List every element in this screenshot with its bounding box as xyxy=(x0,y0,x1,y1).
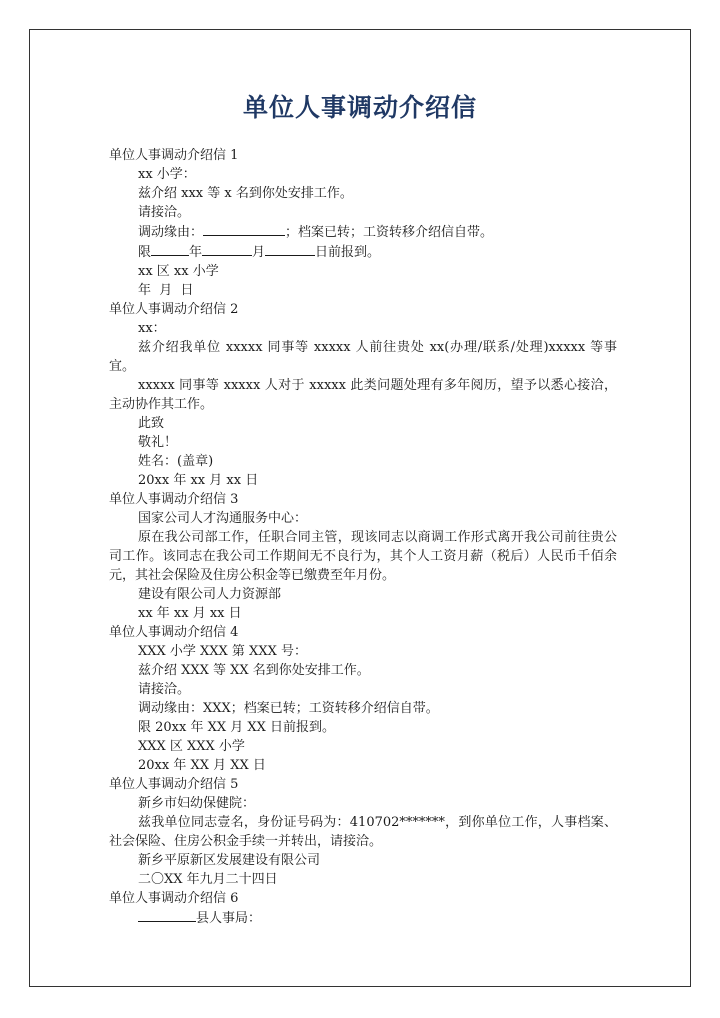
signature: 建设有限公司人力资源部 xyxy=(138,587,282,602)
date-line: 20xx 年 xx 月 xx 日 xyxy=(138,473,259,488)
blank-underline xyxy=(265,242,315,256)
date-line: 年 月 日 xyxy=(138,283,194,298)
blank-underline xyxy=(138,908,196,922)
section-heading: 单位人事调动介绍信 1 xyxy=(109,148,239,163)
inline-text: 县人事局： xyxy=(196,911,262,926)
inline-text: 月 xyxy=(252,245,266,260)
document-body xyxy=(109,146,617,928)
closing: 敬礼！ xyxy=(138,435,178,450)
document-title: 单位人事调动介绍信 xyxy=(242,93,477,122)
body-paragraph: 原在我公司部工作，任职合同主管，现该同志以商调工作形式离开我公司前往贵公司工作。该同志在我公司工作期间无不良行为，其个人工资月薪（税后）人民币千佰余元，其社会保险及住房公积金等已缴费至年月份。 xyxy=(109,530,617,583)
addressee: XXX 小学 XXX 第 XXX 号： xyxy=(138,644,307,659)
inline-text: 限 xyxy=(138,245,152,260)
body-paragraph: xxxxx 同事等 xxxxx 人对于 xxxxx 此类问题处理有多年阅历，望予以悉心接洽，主动协作其工作。 xyxy=(109,378,617,412)
addressee: xx 小学： xyxy=(138,167,196,182)
body-line: 兹介绍 xxx 等 x 名到你处安排工作。 xyxy=(138,186,353,201)
section-heading: 单位人事调动介绍信 4 xyxy=(109,625,239,640)
body-line: 请接洽。 xyxy=(138,205,191,220)
addressee: 新乡市妇幼保健院： xyxy=(138,796,256,811)
addressee: 国家公司人才沟通服务中心： xyxy=(138,511,308,526)
addressee: xx： xyxy=(138,321,166,336)
body-line: 调动缘由：XXX；档案已转；工资转移介绍信自带。 xyxy=(138,701,439,716)
closing: 此致 xyxy=(138,416,165,431)
body-line: 兹介绍 XXX 等 XX 名到你处安排工作。 xyxy=(138,663,370,678)
date-line: xx 年 xx 月 xx 日 xyxy=(138,606,242,621)
body-line: 限 20xx 年 XX 月 XX 日前报到。 xyxy=(138,720,336,735)
inline-text: 日前报到。 xyxy=(315,245,381,260)
section-heading: 单位人事调动介绍信 6 xyxy=(109,891,239,906)
section-heading: 单位人事调动介绍信 2 xyxy=(109,302,239,317)
body-paragraph: 兹介绍我单位 xxxxx 同事等 xxxxx 人前往贵处 xx(办理/联系/处理)xxxxx 等事宜。 xyxy=(109,340,617,374)
body-paragraph: 兹我单位同志壹名，身份证号码为：410702*******，到你单位工作，人事档案、社会保险、住房公积金手续一并转出，请接洽。 xyxy=(109,815,617,849)
section-heading: 单位人事调动介绍信 3 xyxy=(109,492,239,507)
body-line: 请接洽。 xyxy=(138,682,191,697)
blank-underline xyxy=(151,242,189,256)
body-line xyxy=(109,242,617,262)
inline-text: ；档案已转；工资转移介绍信自带。 xyxy=(285,225,494,240)
inline-text: 调动缘由： xyxy=(138,225,204,240)
date-line: 20xx 年 XX 月 XX 日 xyxy=(138,758,266,773)
inline-text: 年 xyxy=(189,245,203,260)
signature: 新乡平原新区发展建设有限公司 xyxy=(138,853,321,868)
blank-underline xyxy=(202,242,252,256)
addressee xyxy=(109,908,617,928)
body-line xyxy=(109,222,617,242)
date-line: 二〇XX 年九月二十四日 xyxy=(138,872,278,887)
signature: XXX 区 XXX 小学 xyxy=(138,739,245,754)
section-heading: 单位人事调动介绍信 5 xyxy=(109,777,239,792)
signature: xx 区 xx 小学 xyxy=(138,264,219,279)
blank-underline xyxy=(203,222,285,236)
signature: 姓名：(盖章) xyxy=(138,454,214,469)
